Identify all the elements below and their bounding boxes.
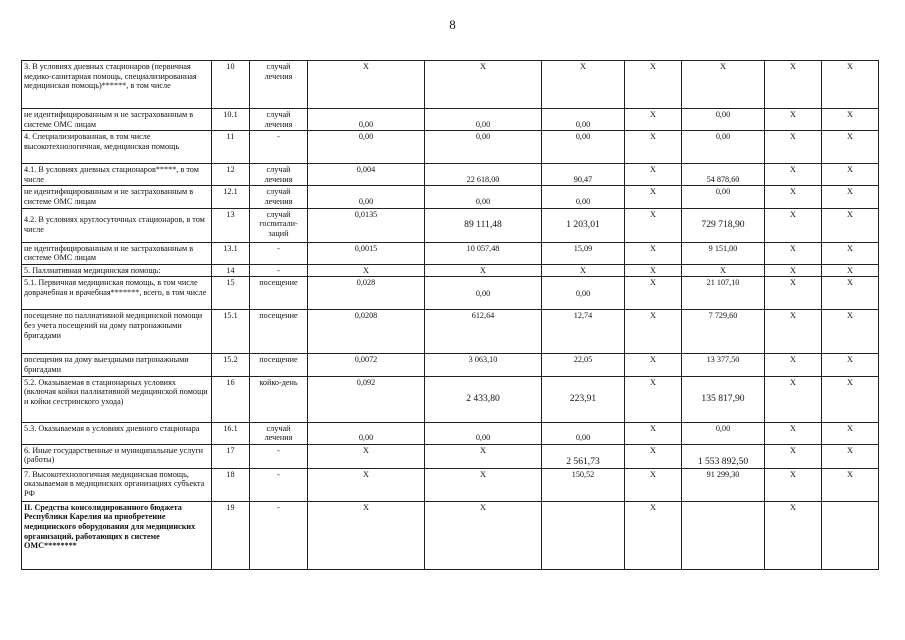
row-name: 7. Высокотехнологичная медицинская помощь, оказываемая в медицинских организациях субъекта РФ bbox=[22, 468, 212, 501]
cell-total-budget: 0,00 bbox=[682, 109, 765, 131]
row-name: 5.1. Первичная медицинская помощь, в том числе доврачебная и врачебная*******, всего, в том числе bbox=[22, 277, 212, 310]
cell-volume: Х bbox=[308, 264, 425, 277]
cell-per-capita-budget: 22,05 bbox=[542, 354, 625, 376]
row-code: 19 bbox=[212, 501, 250, 569]
cell-total-oms: Х bbox=[765, 310, 822, 354]
row-code: 10 bbox=[212, 61, 250, 109]
cell-cost-per-unit: Х bbox=[425, 61, 542, 109]
cell-per-capita-budget: 0,00 bbox=[542, 186, 625, 208]
cell-total-budget: 135 817,90 bbox=[682, 376, 765, 422]
cell-volume: 0,0135 bbox=[308, 208, 425, 242]
cell-per-capita-budget: 0,00 bbox=[542, 109, 625, 131]
table-row bbox=[22, 186, 879, 208]
row-name: 5.2. Оказываемая в стационарных условиях (включая койки паллиативной медицинской помощи и койки сестринского ухода) bbox=[22, 376, 212, 422]
cell-percent: Х bbox=[822, 131, 879, 164]
cell-percent: Х bbox=[822, 468, 879, 501]
cell-per-capita-oms: Х bbox=[625, 264, 682, 277]
cell-percent: Х bbox=[822, 208, 879, 242]
table-row bbox=[22, 501, 879, 569]
cell-total-oms: Х bbox=[765, 501, 822, 569]
cell-percent: Х bbox=[822, 109, 879, 131]
cell-cost-per-unit: 0,00 bbox=[425, 277, 542, 310]
row-name: II. Средства консолидированного бюджета Республики Карелия на приобретение медицинского оборудования для медицинских организаций, работающих в системе ОМС******** bbox=[22, 501, 212, 569]
table-row bbox=[22, 131, 879, 164]
row-unit: - bbox=[250, 501, 308, 569]
cell-cost-per-unit: 0,00 bbox=[425, 186, 542, 208]
cell-per-capita-oms: Х bbox=[625, 131, 682, 164]
row-code: 12.1 bbox=[212, 186, 250, 208]
cell-per-capita-budget: 150,52 bbox=[542, 468, 625, 501]
table-row bbox=[22, 354, 879, 376]
cell-total-budget: 91 299,30 bbox=[682, 468, 765, 501]
table-row bbox=[22, 61, 879, 109]
cell-per-capita-budget bbox=[542, 501, 625, 569]
cell-total-oms: Х bbox=[765, 264, 822, 277]
row-unit: - bbox=[250, 468, 308, 501]
cell-volume: 0,0015 bbox=[308, 242, 425, 264]
row-name: 3. В условиях дневных стационаров (первичная медико-санитарная помощь, специализированная медицинская помощь)******, в том числе bbox=[22, 61, 212, 109]
cell-total-oms: Х bbox=[765, 186, 822, 208]
cell-percent: Х bbox=[822, 242, 879, 264]
cell-volume: 0,0208 bbox=[308, 310, 425, 354]
row-code: 13 bbox=[212, 208, 250, 242]
row-name: посещение по паллиативной медицинской помощи без учета посещений на дому патронажными бригадами bbox=[22, 310, 212, 354]
cell-total-oms: Х bbox=[765, 354, 822, 376]
cell-percent: Х bbox=[822, 264, 879, 277]
cell-volume: 0,0072 bbox=[308, 354, 425, 376]
cell-percent: Х bbox=[822, 61, 879, 109]
cell-total-budget: Х bbox=[682, 61, 765, 109]
cell-total-budget: 9 151,00 bbox=[682, 242, 765, 264]
cell-total-oms: Х bbox=[765, 242, 822, 264]
row-code: 12 bbox=[212, 164, 250, 186]
row-unit: случай лечения bbox=[250, 61, 308, 109]
table-row bbox=[22, 164, 879, 186]
row-unit: - bbox=[250, 242, 308, 264]
cell-cost-per-unit: 10 057,48 bbox=[425, 242, 542, 264]
row-unit: посещение bbox=[250, 277, 308, 310]
row-unit: случай лечения bbox=[250, 186, 308, 208]
row-code: 16 bbox=[212, 376, 250, 422]
cell-per-capita-budget: 0,00 bbox=[542, 277, 625, 310]
cell-cost-per-unit: 612,64 bbox=[425, 310, 542, 354]
cell-percent: Х bbox=[822, 354, 879, 376]
table-row bbox=[22, 277, 879, 310]
cell-cost-per-unit: 22 618,00 bbox=[425, 164, 542, 186]
row-name: 4.2. В условиях круглосуточных стационаров, в том числе bbox=[22, 208, 212, 242]
row-code: 14 bbox=[212, 264, 250, 277]
cell-total-budget bbox=[682, 501, 765, 569]
cell-per-capita-oms: Х bbox=[625, 422, 682, 444]
cell-cost-per-unit: Х bbox=[425, 264, 542, 277]
cell-per-capita-budget: 15,09 bbox=[542, 242, 625, 264]
table-row bbox=[22, 310, 879, 354]
cell-per-capita-budget: 0,00 bbox=[542, 131, 625, 164]
cell-total-budget: 0,00 bbox=[682, 186, 765, 208]
row-name: не идентифицированным и не застрахованным в системе ОМС лицам bbox=[22, 109, 212, 131]
row-code: 10.1 bbox=[212, 109, 250, 131]
cell-total-oms: Х bbox=[765, 277, 822, 310]
row-name: 6. Иные государственные и муниципальные услуги (работы) bbox=[22, 444, 212, 468]
cell-total-budget: Х bbox=[682, 264, 765, 277]
row-unit: посещение bbox=[250, 310, 308, 354]
table-row bbox=[22, 208, 879, 242]
row-code: 11 bbox=[212, 131, 250, 164]
row-code: 17 bbox=[212, 444, 250, 468]
cell-cost-per-unit: Х bbox=[425, 501, 542, 569]
cell-per-capita-oms: Х bbox=[625, 186, 682, 208]
cell-percent bbox=[822, 501, 879, 569]
cell-cost-per-unit: 89 111,48 bbox=[425, 208, 542, 242]
cell-per-capita-budget: 223,91 bbox=[542, 376, 625, 422]
cell-total-oms: Х bbox=[765, 208, 822, 242]
cell-total-oms: Х bbox=[765, 131, 822, 164]
row-code: 15 bbox=[212, 277, 250, 310]
table-row bbox=[22, 242, 879, 264]
table-row bbox=[22, 109, 879, 131]
cell-volume: Х bbox=[308, 61, 425, 109]
cell-percent: Х bbox=[822, 376, 879, 422]
cell-per-capita-oms: Х bbox=[625, 501, 682, 569]
cell-total-oms: Х bbox=[765, 109, 822, 131]
cell-per-capita-oms: Х bbox=[625, 109, 682, 131]
row-unit: - bbox=[250, 131, 308, 164]
row-unit: посещение bbox=[250, 354, 308, 376]
cell-volume: 0,028 bbox=[308, 277, 425, 310]
cell-cost-per-unit: 3 063,10 bbox=[425, 354, 542, 376]
cell-per-capita-budget: 90,47 bbox=[542, 164, 625, 186]
row-code: 13.1 bbox=[212, 242, 250, 264]
cell-percent: Х bbox=[822, 422, 879, 444]
cell-total-budget: 21 107,10 bbox=[682, 277, 765, 310]
cell-volume: 0,00 bbox=[308, 131, 425, 164]
row-code: 15.1 bbox=[212, 310, 250, 354]
cell-percent: Х bbox=[822, 310, 879, 354]
cell-volume: 0,00 bbox=[308, 422, 425, 444]
table-row bbox=[22, 444, 879, 468]
cell-cost-per-unit: 0,00 bbox=[425, 422, 542, 444]
cell-total-oms: Х bbox=[765, 376, 822, 422]
row-code: 15.2 bbox=[212, 354, 250, 376]
row-unit: - bbox=[250, 444, 308, 468]
row-unit: - bbox=[250, 264, 308, 277]
row-name: посещения на дому выездными патронажными бригадами bbox=[22, 354, 212, 376]
program-cost-table bbox=[21, 60, 879, 570]
cell-total-budget: 1 553 892,50 bbox=[682, 444, 765, 468]
cell-per-capita-oms: Х bbox=[625, 354, 682, 376]
cell-per-capita-budget: 0,00 bbox=[542, 422, 625, 444]
cell-percent: Х bbox=[822, 164, 879, 186]
cell-total-budget: 0,00 bbox=[682, 131, 765, 164]
cell-per-capita-oms: Х bbox=[625, 164, 682, 186]
cell-cost-per-unit: 0,00 bbox=[425, 131, 542, 164]
table-row bbox=[22, 264, 879, 277]
cell-cost-per-unit: Х bbox=[425, 444, 542, 468]
cell-volume: 0,00 bbox=[308, 109, 425, 131]
cell-volume: 0,092 bbox=[308, 376, 425, 422]
cell-per-capita-oms: Х bbox=[625, 444, 682, 468]
cell-per-capita-budget: Х bbox=[542, 264, 625, 277]
cell-per-capita-oms: Х bbox=[625, 61, 682, 109]
cell-total-budget: 0,00 bbox=[682, 422, 765, 444]
cell-per-capita-oms: Х bbox=[625, 277, 682, 310]
cell-volume: Х bbox=[308, 444, 425, 468]
cell-volume: Х bbox=[308, 468, 425, 501]
cell-total-oms: Х bbox=[765, 422, 822, 444]
cell-total-budget: 13 377,50 bbox=[682, 354, 765, 376]
cell-volume: 0,00 bbox=[308, 186, 425, 208]
cell-per-capita-oms: Х bbox=[625, 242, 682, 264]
row-code: 18 bbox=[212, 468, 250, 501]
row-name: 4. Специализированная, в том числе высокотехнологичная, медицинская помощь bbox=[22, 131, 212, 164]
cell-per-capita-budget: 2 561,73 bbox=[542, 444, 625, 468]
cell-total-budget: 7 729,60 bbox=[682, 310, 765, 354]
table-row bbox=[22, 468, 879, 501]
row-unit: случай лечения bbox=[250, 109, 308, 131]
cell-per-capita-budget: Х bbox=[542, 61, 625, 109]
cell-cost-per-unit: Х bbox=[425, 468, 542, 501]
page-number: 8 bbox=[449, 17, 456, 32]
row-unit: койко-день bbox=[250, 376, 308, 422]
cell-per-capita-oms: Х bbox=[625, 310, 682, 354]
row-name: 5. Паллиативная медицинская помощь: bbox=[22, 264, 212, 277]
cell-per-capita-oms: Х bbox=[625, 376, 682, 422]
row-code: 16.1 bbox=[212, 422, 250, 444]
cell-cost-per-unit: 0,00 bbox=[425, 109, 542, 131]
row-name: 4.1. В условиях дневных стационаров*****, в том числе bbox=[22, 164, 212, 186]
row-name: 5.3. Оказываемая в условиях дневного стационара bbox=[22, 422, 212, 444]
cell-percent: Х bbox=[822, 186, 879, 208]
cell-per-capita-budget: 1 203,01 bbox=[542, 208, 625, 242]
cell-total-oms: Х bbox=[765, 61, 822, 109]
row-unit: случай лечения bbox=[250, 422, 308, 444]
cell-volume: 0,004 bbox=[308, 164, 425, 186]
cell-cost-per-unit: 2 433,80 bbox=[425, 376, 542, 422]
cell-percent: Х bbox=[822, 444, 879, 468]
cell-total-oms: Х bbox=[765, 444, 822, 468]
cell-per-capita-budget: 12,74 bbox=[542, 310, 625, 354]
cell-total-oms: Х bbox=[765, 468, 822, 501]
cell-per-capita-oms: Х bbox=[625, 208, 682, 242]
cell-volume: Х bbox=[308, 501, 425, 569]
table-row bbox=[22, 422, 879, 444]
cell-total-budget: 54 878,60 bbox=[682, 164, 765, 186]
cell-per-capita-oms: Х bbox=[625, 468, 682, 501]
row-unit: случай лечения bbox=[250, 164, 308, 186]
cell-total-budget: 729 718,90 bbox=[682, 208, 765, 242]
row-unit: случай госпитали-заций bbox=[250, 208, 308, 242]
row-name: не идентифицированным и не застрахованным в системе ОМС лицам bbox=[22, 242, 212, 264]
row-name: не идентифицированным и не застрахованным в системе ОМС лицам bbox=[22, 186, 212, 208]
cell-percent: Х bbox=[822, 277, 879, 310]
table-row bbox=[22, 376, 879, 422]
cell-total-oms: Х bbox=[765, 164, 822, 186]
